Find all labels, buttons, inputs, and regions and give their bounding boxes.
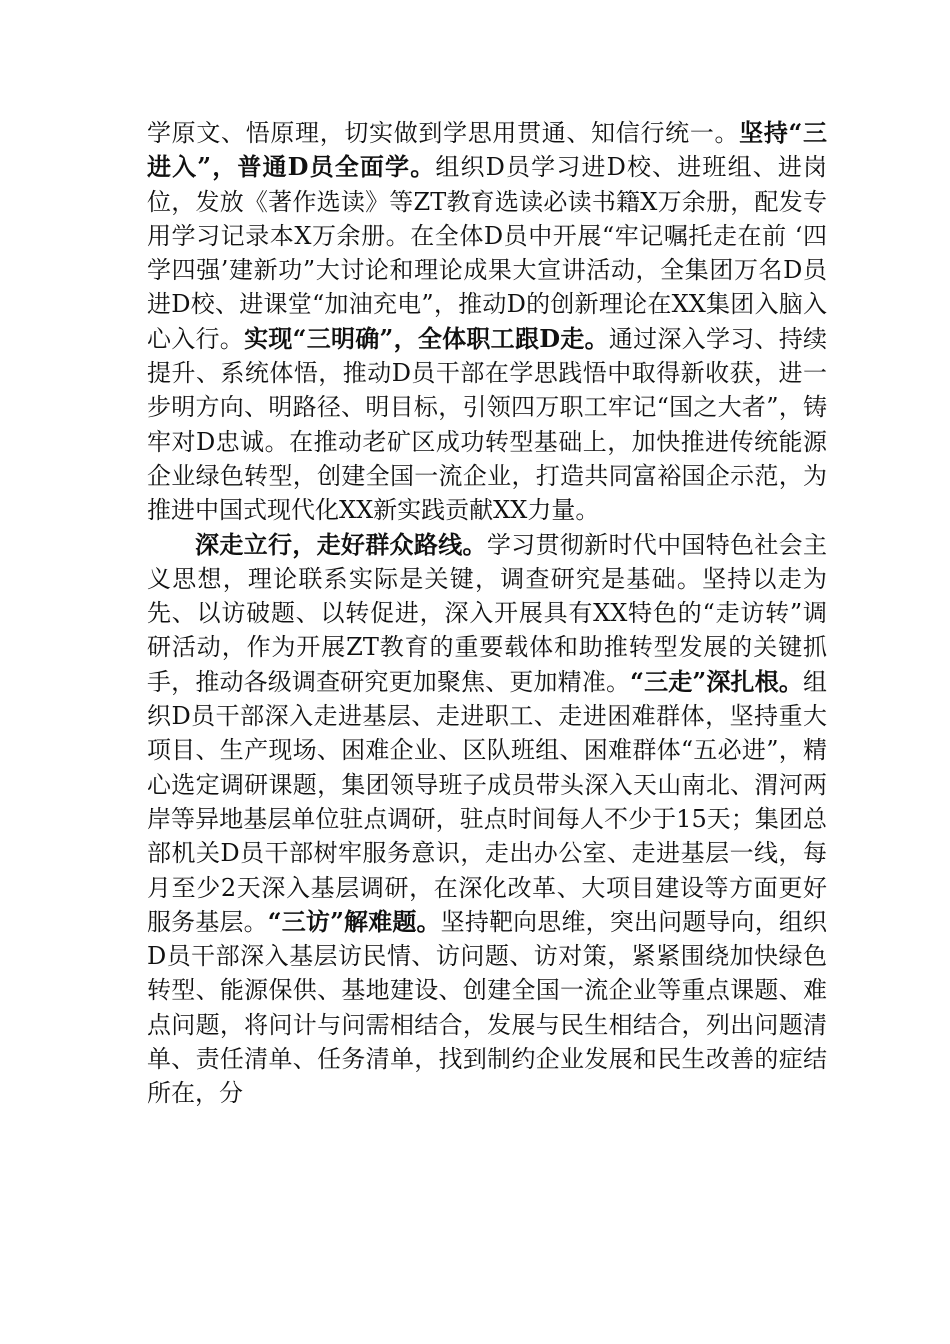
paragraph-1-heading-sanjinru: 坚持“三进入”，普通D员全面学。 [147, 118, 827, 182]
paragraph-2-text: 学习贯彻新时代中国特色社会主义思想，理论联系实际是关键，调查研究是基础。坚持以走为先、以访破题、以转促进，深入开展具有XX特色的“走访转”调研活动，作为开展ZT教育的重要载体和助推转型发展的关键抓手，推动各级调查研究更加聚焦、更加精准。 [147, 530, 828, 696]
paragraph-1-heading-sanmingque: 实现“三明确”，全体职工跟D走。 [244, 323, 609, 353]
paragraph-1-text: 通过深入学习、持续提升、系统体悟，推动D员干部在学思践悟中取得新收获，进一步明方向、明路径、明目标，引领四万职工牢记“国之大者”，铸牢对D忠诚。在推动老矿区成功转型基础上，加快推进传统能源企业绿色转型，创建全国一流企业，打造共同富裕国企示范，为推进中国式现代化XX新实践贡献XX力量。 [147, 324, 828, 525]
paragraph-2-text: 组织D员干部深入走进基层、走进职工、走进困难群体，坚持重大项目、生产现场、困难企业、区队班组、困难群体“五必进”，精心选定调研课题，集团领导班子成员带头深入天山南北、渭河两岸等异地基层单位驻点调研，驻点时间每人不少于15天；集团总部机关D员干部树牢服务意识，走出办公室、走进基层一线，每月至少2天深入基层调研，在深化改革、大项目建设等方面更好服务基层。 [147, 667, 828, 936]
paragraph-1-text: 学原文、悟原理，切实做到学思用贯通、知信行统一。 [147, 119, 740, 147]
paragraph-1 [147, 116, 827, 528]
paragraph-2-heading-sanfang: “三访”解难题。 [267, 906, 441, 936]
paragraph-1-text: 组织D员学习进D校、进班组、进岗位，发放《著作选读》等ZT教育选读必读书籍X万余册，配发专用学习记录本X万余册。在全体D员中开展“牢记嘱托走在前 ‘四学四强’建新功”大讨论和理论成果大宣讲活动，全集团万名D员进D校、进课堂“加油充电”，推动D的创新理论在XX集团入脑入心入行。 [147, 153, 828, 353]
paragraph-2 [147, 528, 827, 1111]
paragraph-2-text: 坚持靶向思维，突出问题导向，组织D员干部深入基层访民情、访问题、访对策，紧紧围绕加快绿色转型、能源保供、基地建设、创建全国一流企业等重点课题、难点问题，将问计与问需相结合，发展与民生相结合，列出问题清单、责任清单、任务清单，找到制约企业发展和民生改善的症结所在，分 [147, 907, 828, 1108]
paragraph-2-heading-shenzoulixing: 深走立行，走好群众路线。 [195, 529, 487, 559]
document-body [147, 116, 827, 1111]
paragraph-2-heading-sanzou: “三走”深扎根。 [630, 666, 804, 696]
